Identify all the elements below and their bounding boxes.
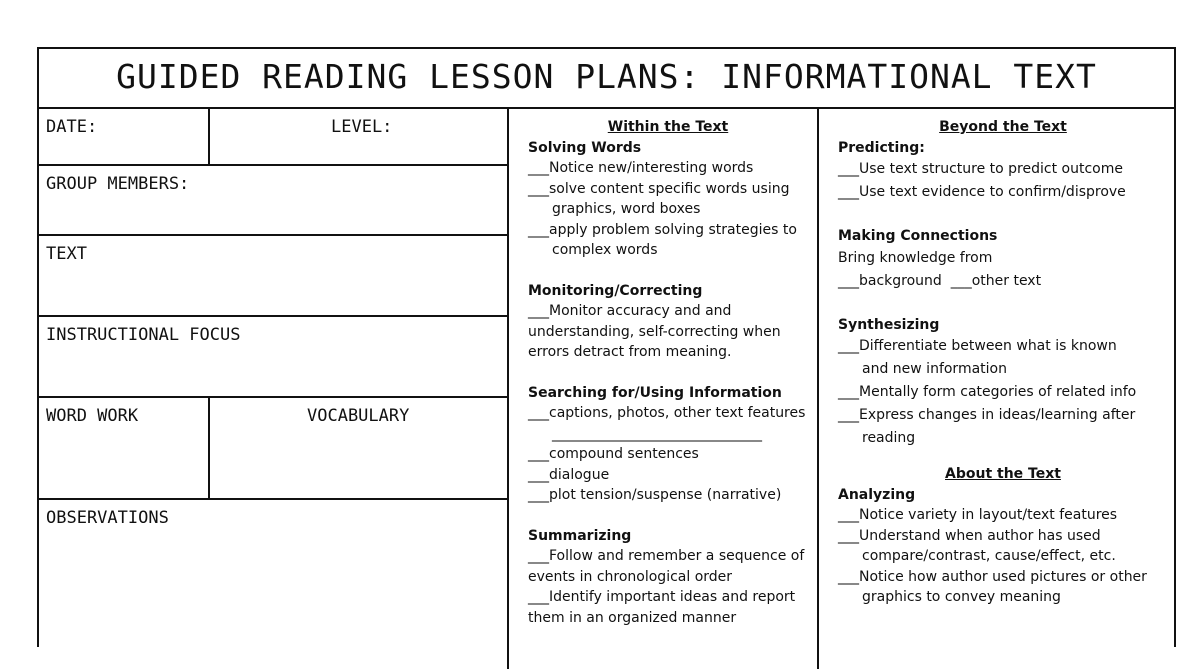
monitoring-title: Monitoring/Correcting: [528, 282, 703, 299]
vocabulary-label: VOCABULARY: [307, 406, 410, 426]
instructional-focus-label: INSTRUCTIONAL FOCUS: [46, 325, 241, 345]
word-work-cell[interactable]: [39, 398, 209, 500]
column-divider: [817, 109, 819, 669]
checklist-item: ___Follow and remember a sequence of: [528, 548, 805, 564]
checklist-item-cont: graphics, word boxes: [552, 201, 701, 217]
checklist-item: them in an organized manner: [528, 609, 737, 626]
checklist-item: ___plot tension/suspense (narrative): [528, 487, 782, 503]
observations-cell[interactable]: [39, 500, 507, 669]
checklist-item: ___Monitor accuracy and and: [528, 303, 732, 319]
checklist-item: ___Understand when author has used: [838, 527, 1101, 544]
text-cell[interactable]: [39, 236, 507, 317]
checklist-item: ___Differentiate between what is known: [838, 338, 1117, 354]
page-title: GUIDED READING LESSON PLANS: INFORMATIONAL TEXT: [39, 49, 1174, 109]
beyond-the-text-column: [838, 109, 1168, 608]
checklist-item: ___Notice new/interesting words: [528, 160, 754, 176]
group-members-cell[interactable]: [39, 166, 507, 236]
checklist-item: ___Mentally form categories of related info: [838, 384, 1137, 400]
instructional-focus-cell[interactable]: [39, 317, 507, 398]
checklist-item: ___captions, photos, other text features: [528, 405, 806, 421]
checklist-item: understanding, self-correcting when: [528, 323, 781, 340]
observations-label: OBSERVATIONS: [46, 508, 169, 528]
date-cell[interactable]: [39, 109, 209, 166]
checklist-item: ___apply problem solving strategies to: [528, 221, 797, 238]
lesson-plan-form: [37, 47, 1176, 647]
checklist-item: ___Identify important ideas and report: [528, 589, 796, 605]
checklist-item: ___Notice how author used pictures or other: [838, 568, 1147, 585]
connections-title: Making Connections: [838, 228, 998, 244]
checklist-item-cont: complex words: [552, 242, 658, 258]
group-members-label: GROUP MEMBERS:: [46, 174, 190, 194]
about-heading: About the Text: [945, 466, 1061, 482]
summarizing-title: Summarizing: [528, 527, 632, 544]
date-label: DATE:: [46, 117, 98, 137]
checklist-item: ___Notice variety in layout/text features: [838, 507, 1118, 523]
predicting-title: Predicting:: [838, 139, 925, 156]
checklist-item-cont: graphics to convey meaning: [862, 589, 1061, 605]
checklist-item: ___background ___other text: [838, 272, 1042, 289]
solving-words-title: Solving Words: [528, 139, 642, 156]
checklist-item: ___Use text structure to predict outcome: [838, 161, 1123, 177]
text-label: TEXT: [46, 244, 87, 264]
word-work-label: WORD WORK: [46, 406, 139, 426]
checklist-item: ___dialogue: [528, 466, 610, 483]
checklist-item-cont: and new information: [862, 361, 1007, 377]
vocabulary-cell[interactable]: [210, 398, 507, 500]
analyzing-title: Analyzing: [838, 486, 916, 503]
checklist-item: events in chronological order: [528, 568, 733, 585]
checklist-item-cont: compare/contrast, cause/effect, etc.: [862, 548, 1116, 564]
checklist-item: ___compound sentences: [528, 446, 699, 462]
level-label: LEVEL:: [331, 117, 393, 137]
within-the-text-column: [528, 109, 808, 628]
checklist-item: Bring knowledge from: [838, 249, 993, 266]
left-column: [39, 109, 509, 669]
level-cell[interactable]: [210, 109, 507, 166]
checklist-item: errors detract from meaning.: [528, 344, 732, 360]
checklist-item: ___Express changes in ideas/learning after: [838, 407, 1136, 423]
beyond-heading: Beyond the Text: [939, 119, 1067, 135]
checklist-item-cont: reading: [862, 430, 916, 446]
checklist-item: ___solve content specific words using: [528, 180, 790, 197]
within-heading: Within the Text: [607, 119, 729, 135]
synthesizing-title: Synthesizing: [838, 316, 940, 333]
blank-line: ______________________________: [552, 425, 762, 442]
checklist-item: ___Use text evidence to confirm/disprove: [838, 184, 1126, 200]
searching-title: Searching for/Using Information: [528, 384, 782, 401]
